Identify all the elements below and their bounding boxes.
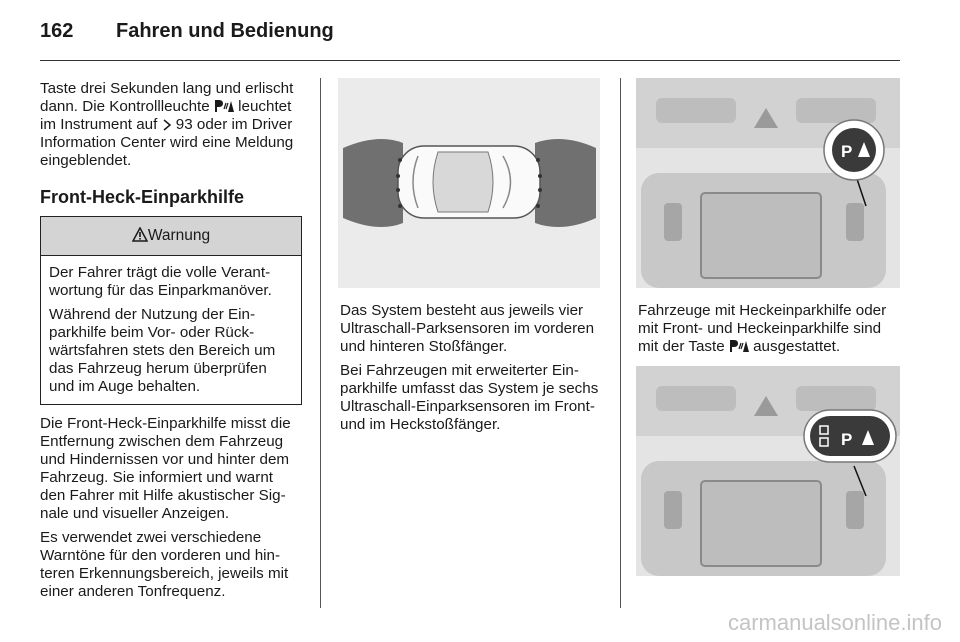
car-sensor-diagram <box>338 78 600 288</box>
page-ref-arrow-icon <box>162 119 172 131</box>
svg-text:P: P <box>841 430 853 449</box>
svg-text:P: P <box>841 142 853 161</box>
dashboard-photo-rear <box>636 78 900 288</box>
column-left <box>40 80 302 607</box>
watermark: carmanualsonline.info <box>727 610 942 635</box>
caption-block <box>638 302 902 362</box>
warning-box <box>40 216 302 405</box>
column-divider-2 <box>620 78 621 608</box>
column-middle <box>340 302 602 440</box>
warning-text-2: Während der Nutzung der Einparkhilfe beim Vor- oder Rückwärtsfahren stets den Bereich um das Fahrzeug herum überprüfen und im Auge behalten. <box>49 306 276 395</box>
warning-title: Warnung <box>147 227 211 244</box>
description-paragraph: Die Front-Heck-Einparkhilfe misst die Entfernung zwischen dem Fahrzeug und Hindernissen vor und hinter dem Fahrzeug. Sie informiert und warnt den Fahrer mit Hilfe akustischer Signale und visueller Anzeigen. <box>40 415 291 522</box>
dashboard-photo-front-rear <box>636 366 900 576</box>
tones-paragraph: Es verwendet zwei verschiedene Warntöne für den vorderen und hinteren Erkennungsbereich, jeweils mit einer anderen Tonfrequenz. <box>40 529 289 600</box>
park-assist-button-icon <box>729 339 749 353</box>
page-header <box>40 18 900 61</box>
warning-text-1: Der Fahrer trägt die volle Verantwortung für das Einparkmanöver. <box>49 264 272 299</box>
section-heading: Front-Heck-Einparkhilfe <box>40 187 245 207</box>
page-title: Fahren und Bedienung <box>116 20 334 42</box>
caption-paragraph: Fahrzeuge mit Heckeinparkhilfe oder mit Front- und Heckeinparkhilfe sind mit der Taste ausgestattet. <box>638 302 887 355</box>
page-number: 162 <box>40 20 74 42</box>
warning-header <box>41 217 301 256</box>
intro-paragraph: Taste drei Sekunden lang und erlischt dann. Die Kontrollleuchte leuchtet im Instrument auf 93 oder im Driver Information Center wird eine Meldung eingeblendet. <box>40 80 294 169</box>
extended-paragraph: Bei Fahrzeugen mit erweiterter Einparkhilfe umfasst das System je sechs Ultraschall-Einparksensoren im Front- und im Heckstoßfänger. <box>340 362 599 433</box>
column-divider <box>320 78 321 608</box>
park-assist-icon <box>214 99 234 113</box>
warning-triangle-icon <box>132 227 148 242</box>
page-reference[interactable]: 93 <box>175 116 193 133</box>
system-paragraph: Das System besteht aus jeweils vier Ultraschall-Parksensoren im vorderen und hinteren Stoßfänger. <box>340 302 595 355</box>
